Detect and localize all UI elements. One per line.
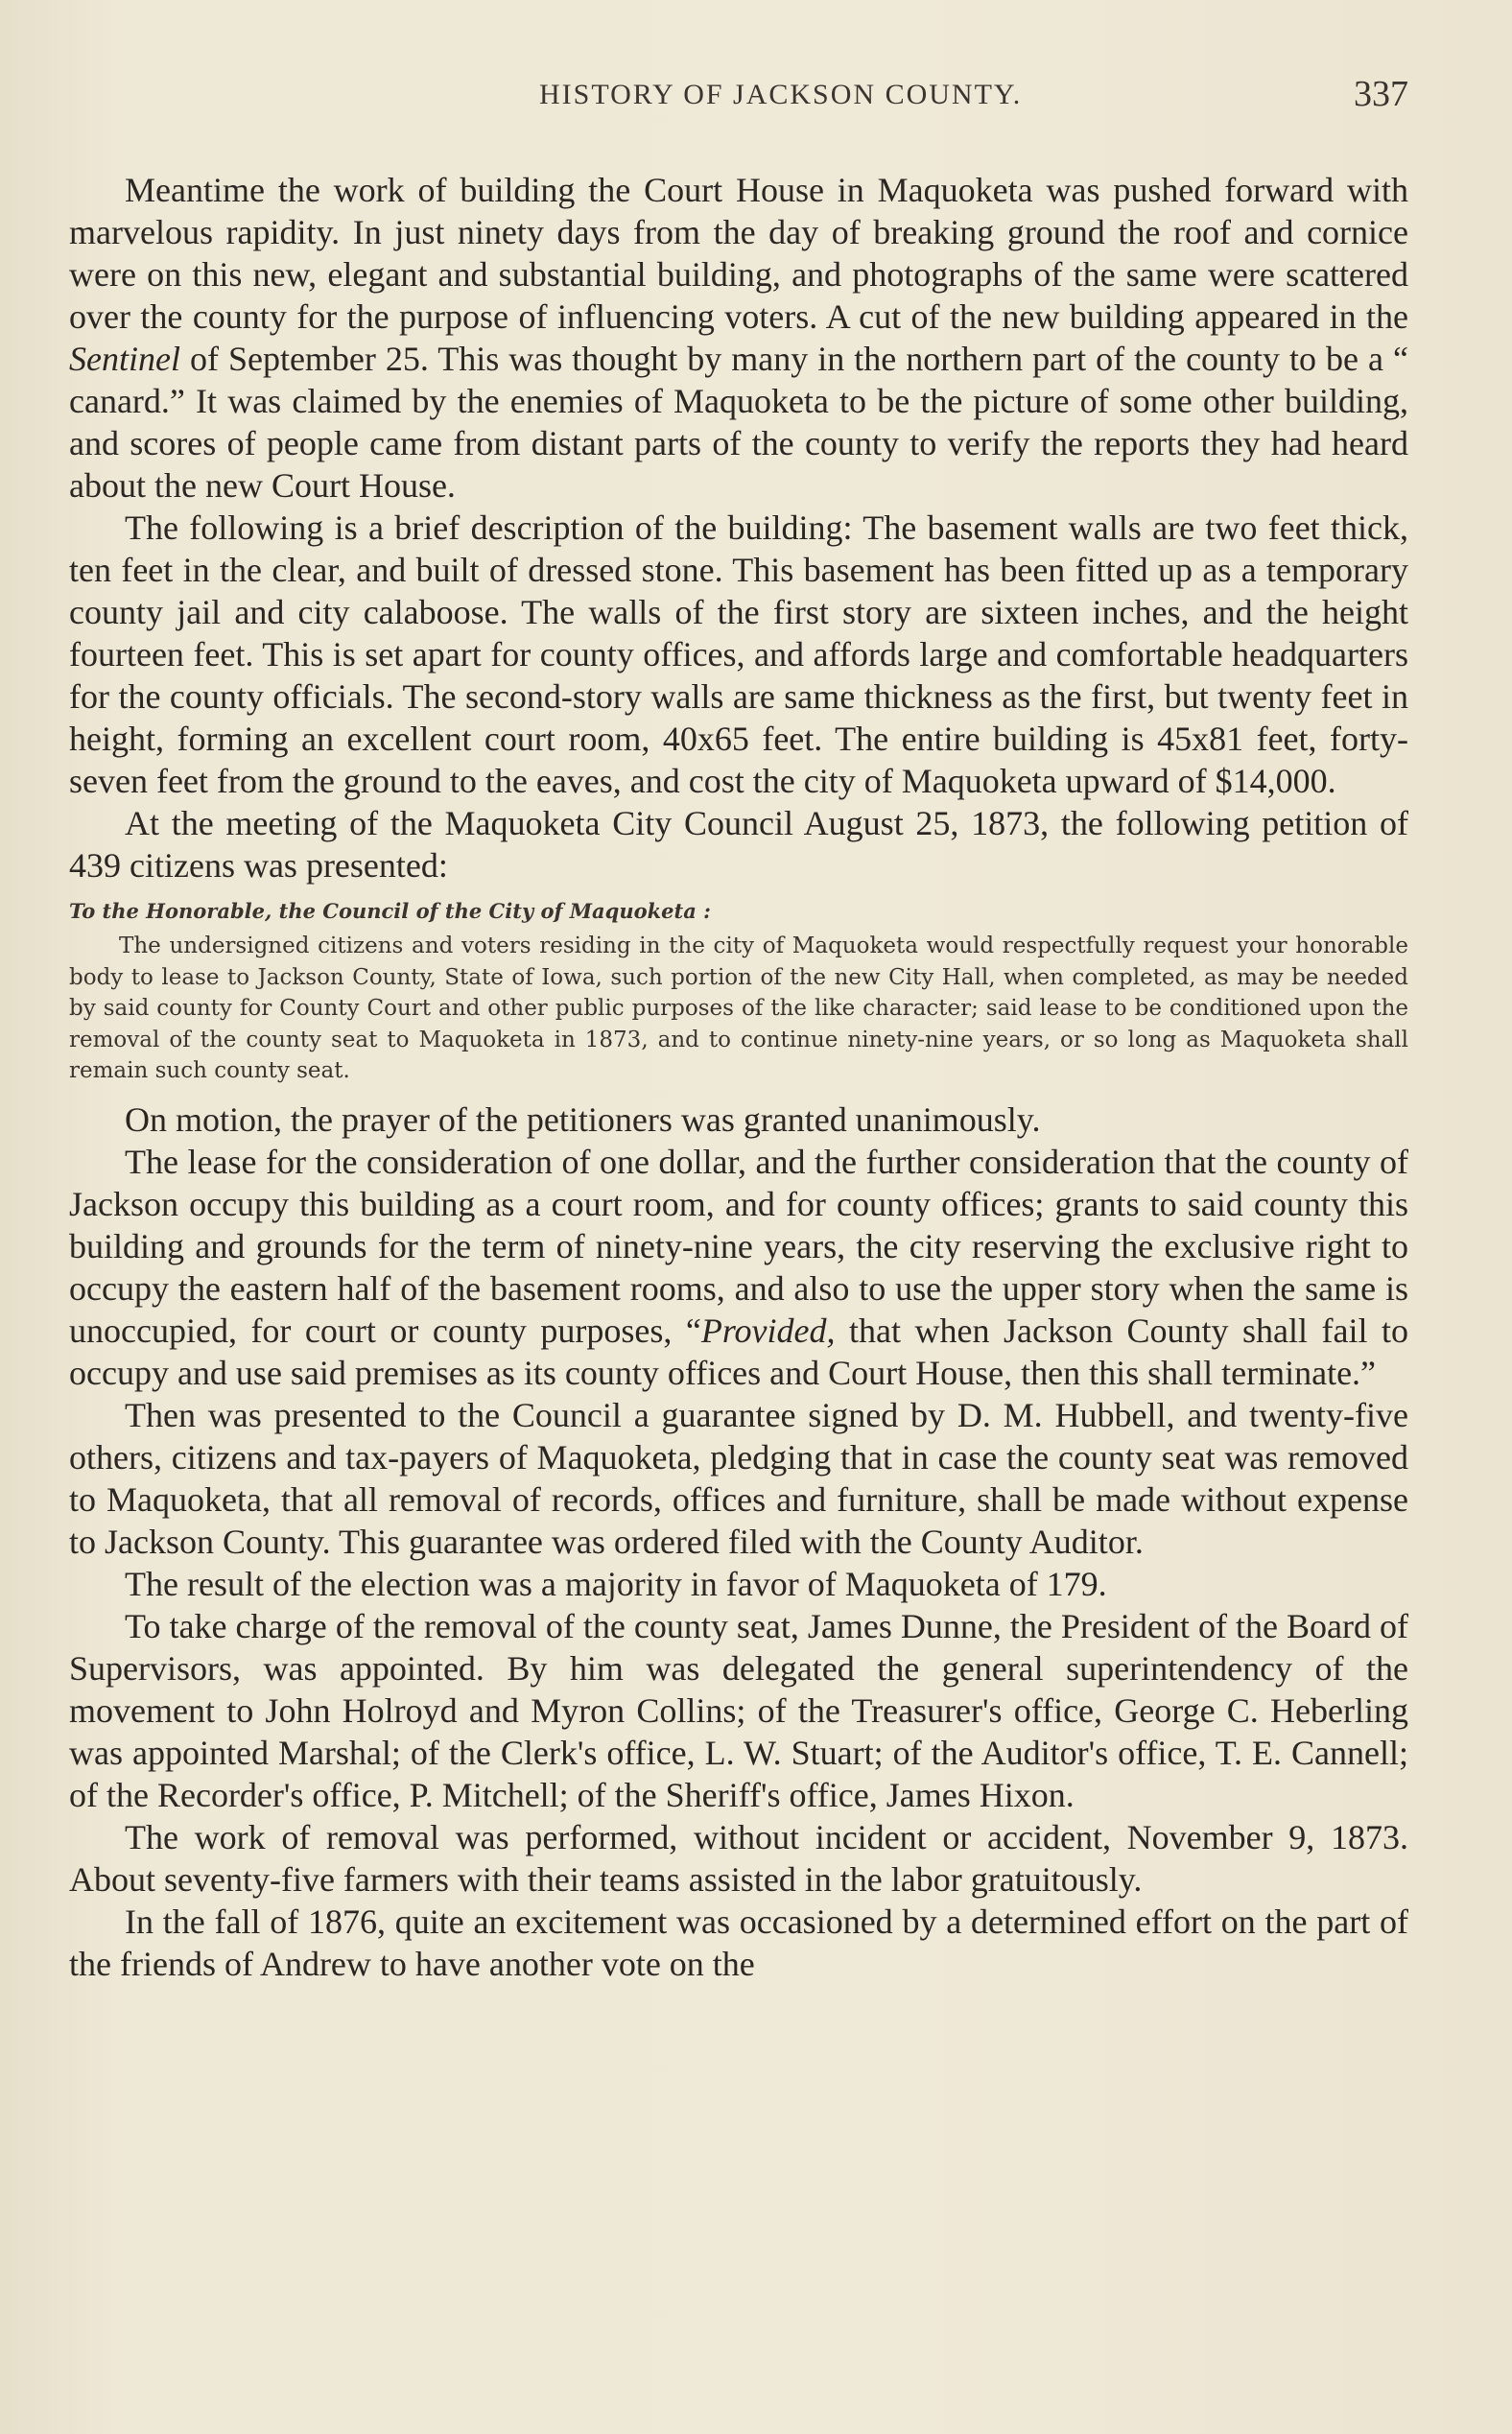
paragraph-text: that when Jackson County shall fail to occupy and use said premises as its county offices and Court House, then this shall terminate.”	[69, 1311, 1408, 1392]
paragraph-text: Meantime the work of building the Court House in Maquoketa was pushed forward with marvelous rapidity. In just ninety days from the day of breaking ground the roof and cornice were on this new, elegant and substantial building, and photographs of the same were scattered over the county for the purpose of influencing voters. A cut of the new building appeared in the	[69, 171, 1408, 336]
paragraph-council-meeting: At the meeting of the Maquoketa City Council August 25, 1873, the following petition of 439 citizens was presented:	[69, 804, 1408, 885]
paragraph-removal-performed: The work of removal was performed, without incident or accident, November 9, 1873. About seventy-five farmers with their teams assisted in the labor gratuitously.	[69, 1817, 1408, 1899]
paragraph-guarantee: Then was presented to the Council a guarantee signed by D. M. Hubbell, and twenty-five others, citizens and tax-payers of Maquoketa, pledging that in case the county seat was removed to Maquoketa, that all removal of records, offices and furniture, shall be made without expense to Jackson County. This guarantee was ordered filed with the County Auditor.	[69, 1395, 1408, 1561]
petition-quote	[69, 896, 1408, 1087]
paragraph-lease	[69, 1141, 1408, 1394]
newspaper-name: Sentinel	[69, 340, 180, 378]
page-number: 337	[1354, 74, 1408, 114]
paragraph-court-house-construction	[69, 169, 1408, 507]
paragraph-1876-excitement: In the fall of 1876, quite an excitement was occasioned by a determined effort on the part of the friends of Andrew to have another vote on the	[69, 1902, 1408, 1983]
paragraph-removal-officers: To take charge of the removal of the county seat, James Dunne, the President of the Board of Supervisors, was appointed. By him was delegated the general superintendency of the movement to John Holroyd and Myron Collins; of the Treasurer's office, George C. Heberling was appointed Marshal; of the Clerk's office, L. W. Stuart; of the Auditor's office, T. E. Cannell; of the Recorder's office, P. Mitchell; of the Sheriff's office, James Hixon.	[69, 1606, 1408, 1814]
petition-body: The undersigned citizens and voters residing in the city of Maquoketa would respectfully request your honorable body to lease to Jackson County, State of Iowa, such portion of the new City Hall, when completed, as may be needed by said county for County Court and other public purposes of the like character; said lease to be conditioned upon the removal of the county seat to Maquoketa in 1873, and to continue ninety-nine years, or so long as Maquoketa shall remain such county seat.	[69, 933, 1408, 1083]
petition-addressee: To the Honorable, the Council of the City of Maquoketa :	[69, 899, 711, 923]
paragraph-text: The lease for the consideration of one dollar, and the further consideration that the county of Jackson occupy this building as a court room, and for county offices; grants to said county this building and grounds for the term of ninety-nine years, the city reserving the exclusive right to occupy the eastern half of the basement rooms, and also to use the upper story when the same is unoccupied, for court or county purposes, “	[69, 1142, 1408, 1350]
paragraph-motion: On motion, the prayer of the petitioners was granted unanimously.	[125, 1099, 1041, 1139]
running-head	[472, 73, 1408, 130]
paragraph-building-description: The following is a brief description of the building: The basement walls are two feet thick, ten feet in the clear, and built of dressed stone. This basement has been fitted up as a temporary county jail and city calaboose. The walls of the first story are sixteen inches, and the height fourteen feet. This is set apart for county offices, and affords large and comfortable headquarters for the county officials. The second-story walls are same thickness as the first, but twenty feet in height, forming an excellent court room, 40x65 feet. The entire building is 45x81 feet, forty-seven feet from the ground to the eaves, and cost the city of Maquoketa upward of $14,000.	[69, 508, 1408, 800]
paragraph-text: of September 25. This was thought by many in the northern part of the county to be a “ canard.” It was claimed by the enemies of Maquoketa to be the picture of some other building, and scores of people came from distant parts of the county to verify the reports they had heard about the new Court House.	[69, 340, 1408, 505]
paragraph-election-result: The result of the election was a majority in favor of Maquoketa of 179.	[125, 1564, 1107, 1603]
provided-word: Provided,	[700, 1311, 836, 1350]
running-title: HISTORY OF JACKSON COUNTY.	[539, 79, 1023, 110]
